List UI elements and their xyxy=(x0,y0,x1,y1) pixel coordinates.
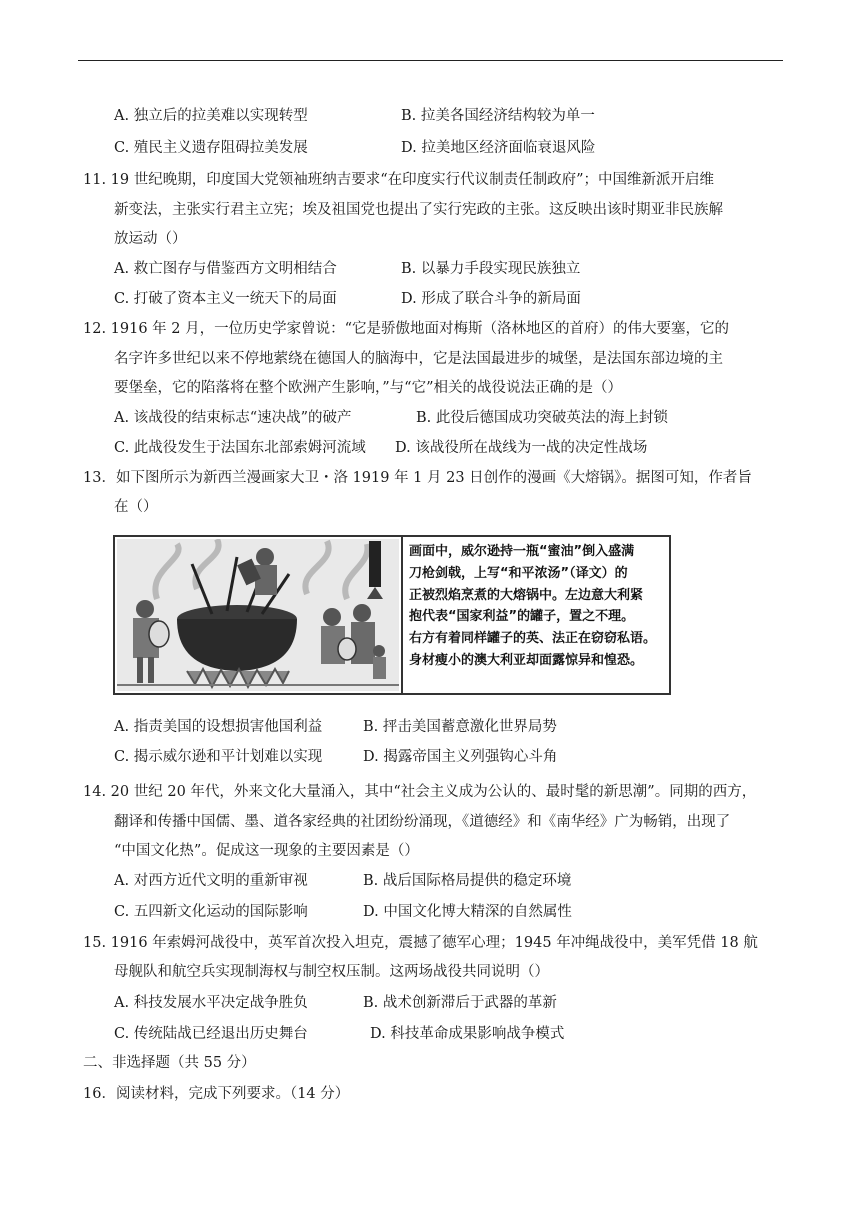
q15-option-a: A. 科技发展水平决定战争胜负 xyxy=(114,995,308,1011)
q14-stem-line-1: 14. 20 世纪 20 年代，外来文化大量涌入，其中“社会主义成为公认的、最时髦的新思潮”。同期的西方， xyxy=(83,784,757,800)
q12-stem-line-1: 12. 1916 年 2 月，一位历史学家曾说：“它是骄傲地面对梅斯（洛林地区的首府）的伟大要塞，它的 xyxy=(83,321,730,337)
q16-stem: 16．阅读材料，完成下列要求。（14 分） xyxy=(83,1086,350,1102)
q14-option-a: A. 对西方近代文明的重新审视 xyxy=(114,873,308,889)
q13-option-b: B. 抨击美国蓄意激化世界局势 xyxy=(363,719,557,735)
q12-option-c: C. 此战役发生于法国东北部索姆河流域 xyxy=(114,440,366,456)
header-rule xyxy=(78,60,783,61)
q11-option-a: A. 救亡图存与借鉴西方文明相结合 xyxy=(114,261,337,277)
q14-stem-line-3: “中国文化热”。促成这一现象的主要因素是（） xyxy=(114,843,419,859)
q14-stem-line-2: 翻译和传播中国儒、墨、道各家经典的社团纷纷涌现，《道德经》和《南华经》广为畅销，出现了 xyxy=(114,814,731,830)
q12-option-a: A. 该战役的结束标志“速决战”的破产 xyxy=(114,410,352,426)
q15-option-c: C. 传统陆战已经退出历史舞台 xyxy=(114,1026,308,1042)
q15-stem-line-2: 母舰队和航空兵实现制海权与制空权压制。这两场战役共同说明（） xyxy=(114,964,549,980)
q11-stem-line-2: 新变法，主张实行君主立宪；埃及祖国党也提出了实行宪政的主张。这反映出该时期亚非民族解 xyxy=(114,202,723,218)
caption-line: 右方有着同样罐子的英、法正在窃窃私语。 xyxy=(409,631,657,647)
q13-option-d: D. 揭露帝国主义列强钩心斗角 xyxy=(363,749,558,765)
q11-stem-line-3: 放运动（） xyxy=(114,231,187,247)
cartoon-figure xyxy=(113,535,671,695)
q12-option-b: B. 此役后德国成功突破英法的海上封锁 xyxy=(416,410,668,426)
q10-option-c: C. 殖民主义遗存阻碍拉美发展 xyxy=(114,140,308,156)
q13-stem-line-2: 在（） xyxy=(114,499,158,515)
section-heading: 二、非选择题（共 55 分） xyxy=(83,1055,256,1071)
q11-option-c: C. 打破了资本主义一统天下的局面 xyxy=(114,291,337,307)
q15-option-d: D. 科技革命成果影响战争模式 xyxy=(370,1026,565,1042)
q12-stem-line-3: 要堡垒，它的陷落将在整个欧洲产生影响，”与“它”相关的战役说法正确的是（） xyxy=(114,380,622,396)
q10-option-d: D. 拉美地区经济面临衰退风险 xyxy=(401,140,596,156)
q15-stem-line-1: 15. 1916 年索姆河战役中，英军首次投入坦克，震撼了德军心理；1945 年冲绳战役中，美军凭借 18 航 xyxy=(83,935,758,951)
q13-option-c: C. 揭示威尔逊和平计划难以实现 xyxy=(114,749,323,765)
q12-stem-line-2: 名字许多世纪以来不停地萦绕在德国人的脑海中，它是法国最进步的城堡，是法国东部边境的主 xyxy=(114,351,723,367)
q11-option-b: B. 以暴力手段实现民族独立 xyxy=(401,261,581,277)
figure-divider xyxy=(401,537,403,693)
q14-option-d: D. 中国文化博大精深的自然属性 xyxy=(363,904,572,920)
q10-option-a: A. 独立后的拉美难以实现转型 xyxy=(114,108,308,124)
caption-line: 身材瘦小的澳大利亚却面露惊异和惶恐。 xyxy=(409,652,644,668)
q12-option-d: D. 该战役所在战线为一战的决定性战场 xyxy=(395,440,648,456)
caption-line: 画面中，威尔逊持一瓶“蜜油”倒入盛满 xyxy=(409,544,635,559)
caption-line: 正被烈焰烹煮的大熔锅中。左边意大利紧 xyxy=(409,587,644,603)
q15-option-b: B. 战术创新滞后于武器的革新 xyxy=(363,995,557,1011)
q13-option-a: A. 指责美国的设想损害他国利益 xyxy=(114,719,323,735)
q13-stem-line-1: 13．如下图所示为新西兰漫画家大卫・洛 1919 年 1 月 23 日创作的漫画《大熔锅》。据图可知，作者旨 xyxy=(83,470,752,486)
q11-option-d: D. 形成了联合斗争的新局面 xyxy=(401,291,581,307)
caption-line: 抱代表“国家利益”的罐子，置之不理。 xyxy=(409,609,635,625)
q10-option-b: B. 拉美各国经济结构较为单一 xyxy=(401,108,595,124)
q14-option-c: C. 五四新文化运动的国际影响 xyxy=(114,904,308,920)
cartoon-image xyxy=(117,539,399,691)
q14-option-b: B. 战后国际格局提供的稳定环境 xyxy=(363,873,572,889)
q11-stem-line-1: 11. 19 世纪晚期，印度国大党领袖班纳吉要求“在印度实行代议制责任制政府”；中国维新派开启维 xyxy=(83,172,715,188)
caption-line: 刀枪剑戟，上写“和平浓汤”（译文）的 xyxy=(409,565,628,581)
cartoon-caption xyxy=(409,541,671,672)
